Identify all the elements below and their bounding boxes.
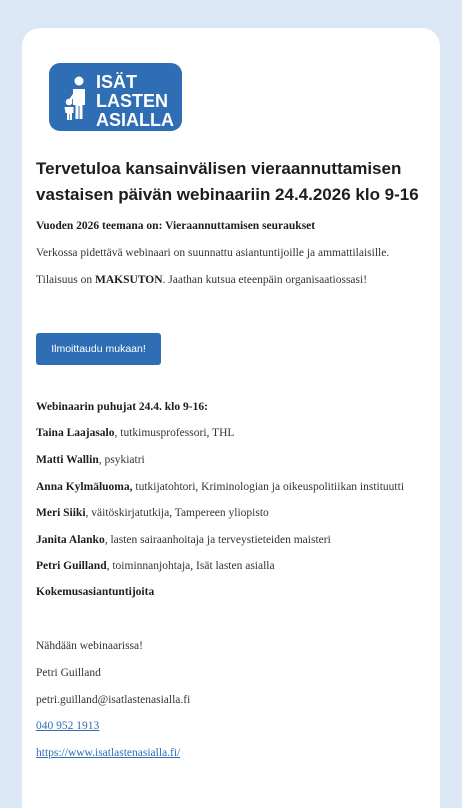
intro-text: Verkossa pidettävä webinaari on suunnattu asiantuntijoille ja ammattilaisille. (36, 247, 390, 259)
free-notice: Tilaisuus on MAKSUTON. Jaathan kutsua eteenpäin organisaatiossasi! (36, 274, 368, 286)
organization-logo (49, 63, 182, 131)
speaker-item: Matti Wallin, psykiatri (36, 454, 145, 466)
experts-text: Kokemusasiantuntijoita (36, 586, 155, 598)
speakers-heading: Webinaarin puhujat 24.4. klo 9-16: (36, 401, 208, 413)
theme-text: Vuoden 2026 teemana on: Vieraannuttamisen seuraukset (36, 220, 316, 232)
father-child-icon (49, 63, 182, 131)
speaker-item: Petri Guilland, toiminnanjohtaja, Isät lasten asialla (36, 560, 275, 572)
register-button[interactable]: Ilmoittaudu mukaan! (36, 333, 161, 365)
svg-text:LASTEN: LASTEN (96, 91, 168, 111)
closing-text: Nähdään webinaarissa! (36, 640, 143, 652)
speaker-item: Janita Alanko, lasten sairaanhoitaja ja terveystieteiden maisteri (36, 534, 331, 546)
signature-name: Petri Guilland (36, 667, 101, 679)
signature-email: petri.guilland@isatlastenasialla.fi (36, 694, 191, 706)
speaker-item: Anna Kylmäluoma, tutkijatohtori, Kriminologian ja oikeuspolitiikan instituutti (36, 481, 405, 493)
speaker-item: Meri Siiki, väitöskirjatutkija, Tampereen yliopisto (36, 507, 269, 519)
email-card (22, 28, 440, 808)
phone-link[interactable]: 040 952 1913 (36, 720, 100, 732)
website-link[interactable]: https://www.isatlastenasialla.fi/ (36, 747, 181, 759)
webinar-heading: Tervetuloa kansainvälisen vieraannuttamisen vastaisen päivän webinaariin 24.4.2026 klo 9-16 (36, 159, 419, 204)
svg-text:ASIALLA: ASIALLA (96, 110, 174, 130)
svg-text:ISÄT: ISÄT (96, 72, 138, 92)
speaker-item: Taina Laajasalo, tutkimusprofessori, THL (36, 427, 235, 439)
